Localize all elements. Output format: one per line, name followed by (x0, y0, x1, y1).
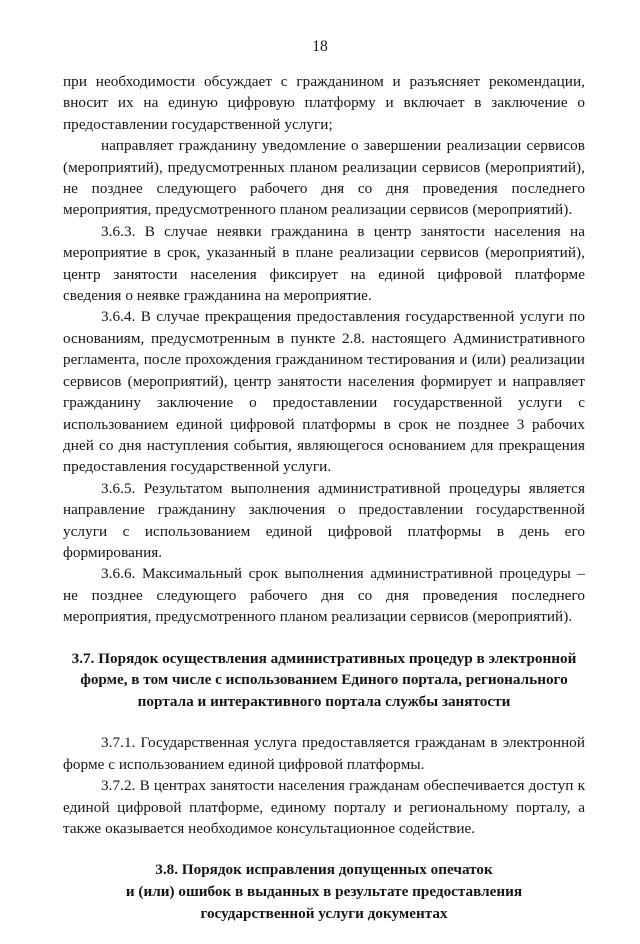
paragraph-3-6-3: 3.6.3. В случае неявки гражданина в центр занятости населения на мероприятие в срок, указанный в плане реализации сервисов (мероприятий), центр занятости населения фиксирует на единой цифровой платформе сведения о неявке гражданина на мероприятие. (63, 222, 585, 305)
paragraph-3-7-2: 3.7.2. В центрах занятости населения гражданам обеспечивается доступ к единой цифровой платформе, единому порталу и региональному порталу, а также оказывается необходимое консультационное содействие. (63, 777, 585, 837)
page-number: 18 (312, 38, 328, 55)
paragraph-3-6-5: 3.6.5. Результатом выполнения административной процедуры является направление гражданину заключения о предоставлении государственной услуги с использованием единой цифровой платформы в день его формирования. (63, 479, 585, 561)
paragraph-recommendations: при необходимости обсуждает с гражданином и разъясняет рекомендации, вносит их на единую цифровую платформу и включает в заключение о предоставлении государственной услуги; (63, 73, 585, 133)
section-3-7-heading-line: портала и интерактивного портала службы занятости (137, 692, 511, 710)
section-3-8-heading (63, 859, 585, 924)
section-3-8-heading-line: 3.8. Порядок исправления допущенных опечаток (155, 861, 493, 879)
paragraph-3-6-6: 3.6.6. Максимальный срок выполнения административной процедуры – не позднее следующего рабочего дня со дня проведения последнего мероприятия, предусмотренного планом реализации сервисов (мероприятий). (63, 565, 585, 626)
paragraph-3-7-1: 3.7.1. Государственная услуга предоставляется гражданам в электронной форме с использованием единой цифровой платформы. (63, 734, 585, 773)
section-3-8-heading-line: государственной услуги документах (200, 904, 448, 922)
document-body (63, 71, 585, 944)
section-3-7-heading-line: форме, в том числе с использованием Единого портала, регионального (80, 671, 568, 689)
section-3-7-heading-line: 3.7. Порядок осуществления административных процедур в электронной (71, 649, 577, 667)
section-3-7-heading (63, 648, 585, 713)
paragraph-notification: направляет гражданину уведомление о завершении реализации сервисов (мероприятий), предусмотренных планом реализации сервисов (мероприятий), не позднее следующего рабочего дня со дня проведения последнего мероприятия, предусмотренного планом реализации сервисов (мероприятий). (63, 137, 585, 219)
section-3-8-heading-line: и (или) ошибок в выданных в результате предоставления (125, 882, 523, 900)
paragraph-3-6-4: 3.6.4. В случае прекращения предоставления государственной услуги по основаниям, предусмотренным в пункте 2.8. настоящего Административного регламента, после прохождения гражданином тестирования и (или) реализации сервисов (мероприятий), центр занятости населения формирует и направляет гражданину заключение о предоставлении государственной услуги с использованием единой цифровой платформы в срок не позднее 3 рабочих дней со дня наступления события, являющегося основанием для прекращения предоставления государственной услуги. (63, 308, 585, 476)
